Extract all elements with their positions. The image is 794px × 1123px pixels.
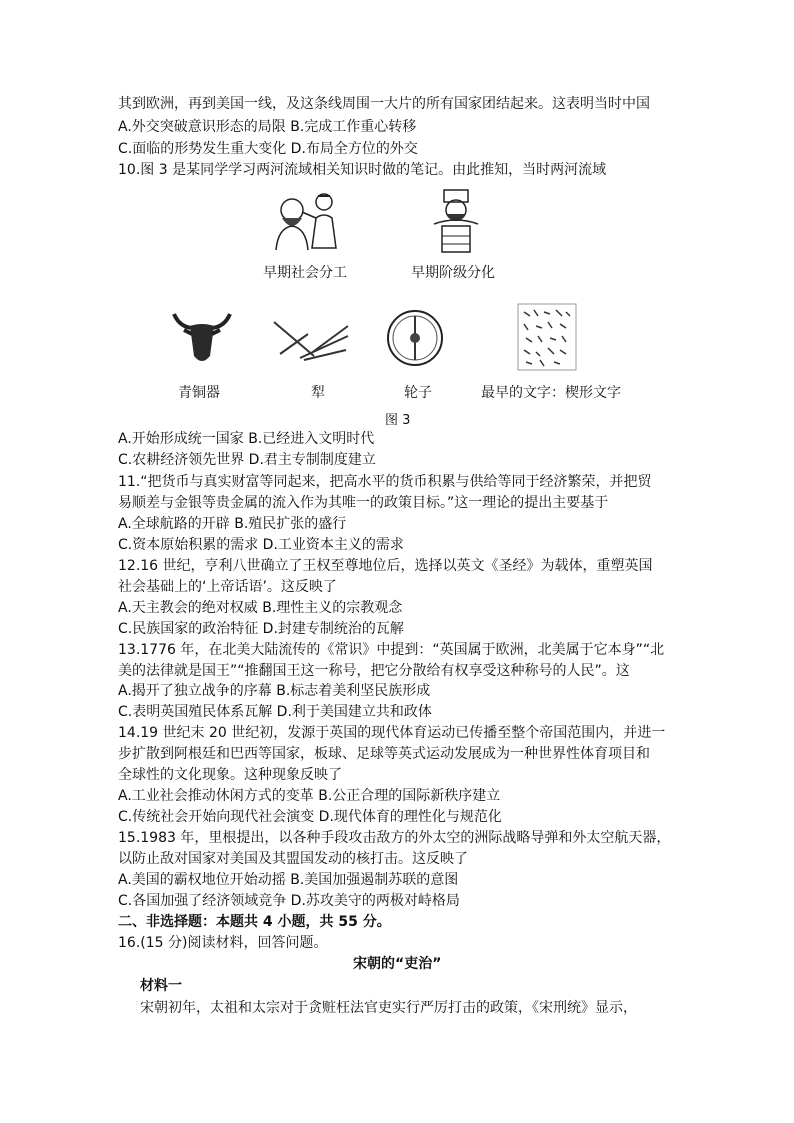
question-line: 11.“把货币与真实财富等同起来，把高水平的货币积累与供给等同于经济繁荣，并把贸	[118, 474, 652, 490]
option-line: C.资本原始积累的需求 D.工业资本主义的需求	[118, 537, 404, 553]
cuneiform-tablet-icon	[514, 302, 580, 374]
question-line: 以防止敌对国家对美国及其盟国发动的核打击。这反映了	[118, 851, 468, 867]
option-line: A.揭开了独立战争的序幕 B.标志着美利坚民族形成	[118, 683, 431, 699]
question-line: 10.图 3 是某同学学习两河流域相关知识时做的笔记。由此推知，当时两河流域	[118, 162, 607, 178]
option-line: C.面临的形势发生重大变化 D.布局全方位的外交	[118, 141, 418, 157]
figure-caption: 犁	[311, 385, 325, 401]
figure-caption: 轮子	[404, 385, 432, 401]
option-line: A.天主教会的绝对权威 B.理性主义的宗教观念	[118, 600, 403, 616]
barber-illustration	[262, 188, 352, 250]
bronze-bull-icon	[170, 306, 234, 370]
question-line: 全球性的文化现象。这种现象反映了	[118, 767, 342, 783]
option-line: A.外交突破意识形态的局限 B.完成工作重心转移	[118, 119, 417, 135]
question-line: 美的法律就是国王”“推翻国王这一称号，把它分散给有权享受这种称号的人民”。这	[118, 663, 630, 679]
king-illustration	[430, 188, 482, 254]
question-line: 12.16 世纪，亨利八世确立了王权至尊地位后，选择以英文《圣经》为载体，重塑英国	[118, 558, 653, 574]
option-line: C.各国加强了经济领域竞争 D.苏攻美守的两极对峙格局	[118, 893, 460, 909]
figure-caption: 最早的文字：楔形文字	[481, 385, 621, 401]
material-label: 材料一	[140, 978, 182, 994]
figure-caption: 早期社会分工	[263, 265, 347, 281]
question-line: 16.(15 分)阅读材料，回答问题。	[118, 935, 328, 951]
question-line: 社会基础上的‘上帝话语’。这反映了	[118, 579, 337, 595]
figure-caption: 早期阶级分化	[411, 265, 495, 281]
option-line: C.表明英国殖民体系瓦解 D.利于美国建立共和政体	[118, 704, 432, 720]
question-line: 步扩散到阿根廷和巴西等国家，板球、足球等英式运动发展成为一种世界性体育项目和	[118, 746, 650, 762]
question-line: 13.1776 年，在北美大陆流传的《常识》中提到：“英国属于欧洲，北美属于它本身”“北	[118, 642, 665, 658]
material-title: 宋朝的“吏治”	[353, 956, 442, 972]
section-heading: 二、非选择题：本题共 4 小题，共 55 分。	[118, 914, 391, 930]
option-line: C.民族国家的政治特征 D.封建专制统治的瓦解	[118, 621, 404, 637]
text-line: 其到欧洲，再到美国一线，及这条线周围一大片的所有国家团结起来。这表明当时中国	[118, 96, 650, 112]
option-line: A.美国的霸权地位开始动摇 B.美国加强遏制苏联的意图	[118, 872, 459, 888]
option-line: A.全球航路的开辟 B.殖民扩张的盛行	[118, 516, 347, 532]
question-line: 14.19 世纪末 20 世纪初，发源于英国的现代体育运动已传播至整个帝国范围内，并进一	[118, 725, 666, 741]
option-line: C.传统社会开始向现代社会演变 D.现代体育的理性化与规范化	[118, 809, 502, 825]
option-line: A.工业社会推动休闲方式的变革 B.公正合理的国际新秩序建立	[118, 788, 501, 804]
material-text: 宋朝初年，太祖和太宗对于贪赃枉法官吏实行严厉打击的政策，《宋刑统》显示，	[140, 1000, 637, 1016]
question-line: 15.1983 年，里根提出，以各种手段攻击敌方的外太空的洲际战略导弹和外太空航天器，	[118, 830, 671, 846]
option-line: A.开始形成统一国家 B.已经进入文明时代	[118, 431, 375, 447]
option-line: C.农耕经济领先世界 D.君主专制制度建立	[118, 452, 376, 468]
wheel-icon	[385, 308, 445, 368]
figure-caption: 青铜器	[178, 385, 220, 401]
question-line: 易顺差与金银等贵金属的流入作为其唯一的政策目标。”这一理论的提出主要基于	[118, 495, 609, 511]
plough-icon	[270, 314, 352, 364]
figure-label: 图 3	[385, 413, 411, 428]
